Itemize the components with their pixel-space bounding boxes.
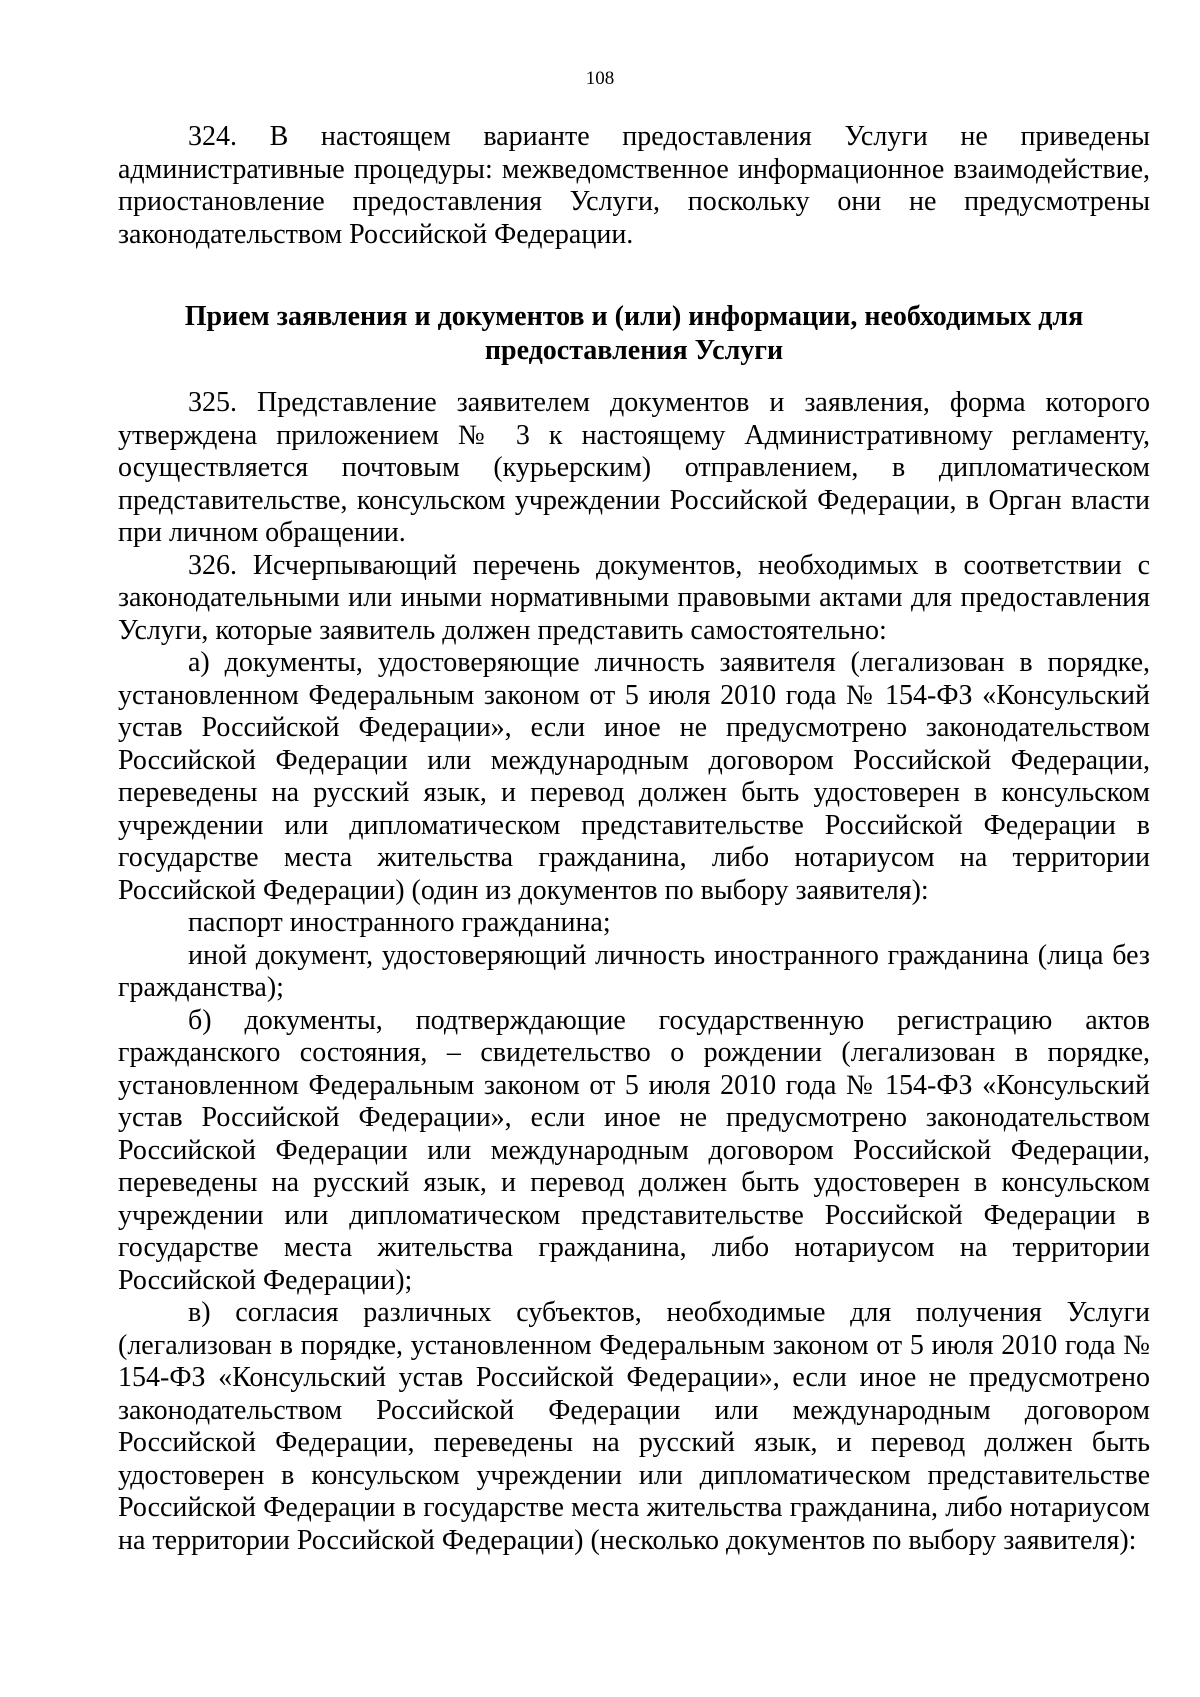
list-item-b: б) документы, подтверждающие государственную регистрацию актов гражданского состояния, – свидетельство о рождении (легализован в порядке, установленном Федеральным законом от 5 июля 2010 года № 154-ФЗ «Консульский устав Российской Федерации», если иное не предусмотрено законодательством Российской Федерации или международным договором Российской Федерации, переведены на русский язык, и перевод должен быть удостоверен в консульском учреждении или дипломатическом представительстве Российской Федерации в государстве места жительства гражданина, либо нотариусом на территории Российской Федерации); bbox=[118, 1004, 1150, 1296]
paragraph-324: 324. В настоящем варианте предоставления Услуги не приведены административные процедуры: межведомственное информационное взаимодействие, приостановление предоставления Услуги, поскольку они не предусмотрены законодательством Российской Федерации. bbox=[118, 121, 1150, 250]
page-number: 108 bbox=[585, 68, 615, 89]
paragraph-325: 325. Представление заявителем документов и заявления, форма которого утверждена приложением № 3 к настоящему Административному регламенту, осуществляется почтовым (курьерским) отправлением, в дипломатическом представительстве, консульском учреждении Российской Федерации, в Орган власти при личном обращении. bbox=[118, 387, 1150, 548]
paragraph-326: 326. Исчерпывающий перечень документов, необходимых в соответствии с законодательными или иными нормативными правовыми актами для предоставления Услуги, которые заявитель должен представить самостоятельно: bbox=[118, 549, 1150, 646]
section-heading: Прием заявления и документов и (или) информации, необходимых для предоставления Услуги bbox=[184, 301, 1084, 366]
list-item-v: в) согласия различных субъектов, необходимые для получения Услуги (легализован в порядке, установленном Федеральным законом от 5 июля 2010 года № 154-ФЗ «Консульский устав Российской Федерации», если иное не предусмотрено законодательством Российской Федерации или международным договором Российской Федерации, переведены на русский язык, и перевод должен быть удостоверен в консульском учреждении или дипломатическом представительстве Российской Федерации в государстве места жительства гражданина, либо нотариусом на территории Российской Федерации) (несколько документов по выбору заявителя): bbox=[118, 1297, 1150, 1556]
list-item-other-id: иной документ, удостоверяющий личность иностранного гражданина (лица без гражданства); bbox=[118, 939, 1150, 1003]
section-body bbox=[118, 387, 1150, 1557]
list-item-passport: паспорт иностранного гражданина; bbox=[188, 907, 611, 938]
section-324 bbox=[118, 121, 1150, 251]
list-item-a: а) документы, удостоверяющие личность заявителя (легализован в порядке, установленном Федеральным законом от 5 июля 2010 года № 154-ФЗ «Консульский устав Российской Федерации», если иное не предусмотрено законодательством Российской Федерации или международным договором Российской Федерации, переведены на русский язык, и перевод должен быть удостоверен в консульском учреждении или дипломатическом представительстве Российской Федерации в государстве места жительства гражданина, либо нотариусом на территории Российской Федерации) (один из документов по выбору заявителя): bbox=[118, 647, 1150, 906]
